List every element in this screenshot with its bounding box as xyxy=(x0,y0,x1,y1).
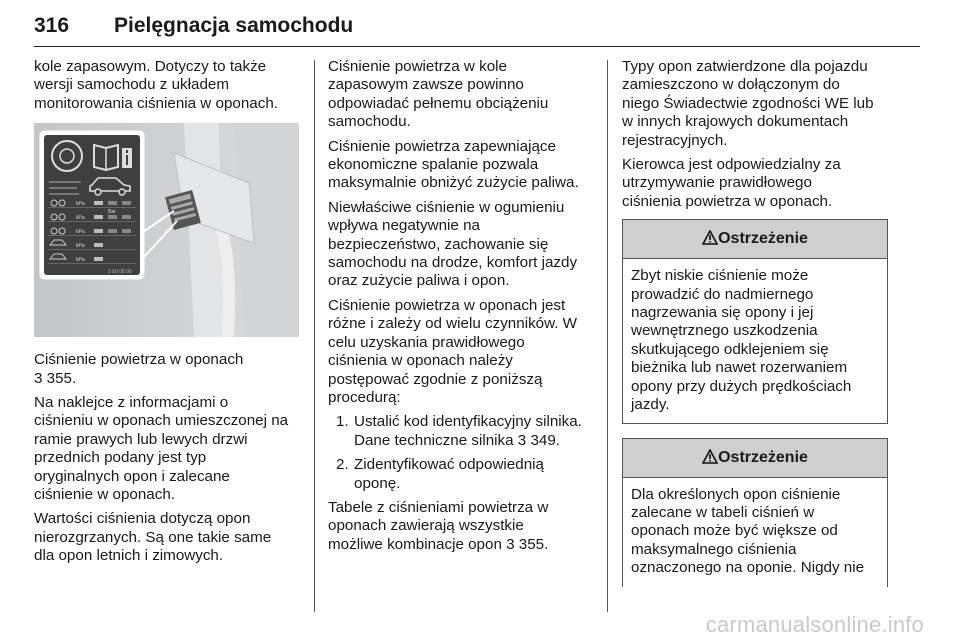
tyre-pressure-label-illustration xyxy=(34,123,299,337)
page-header xyxy=(34,6,920,47)
procedure-list xyxy=(328,413,594,493)
label-unit: kPa xyxy=(76,201,85,208)
warning-title: Ostrzeżenie xyxy=(718,230,808,248)
column-1 xyxy=(34,58,302,572)
paragraph: Tabele z ciśnieniami powietrza w oponach zawierają wszystkie możliwe kombinacje opon 3 355. xyxy=(328,498,549,553)
paragraph: Ciśnienie powietrza w oponach jest różne i zależy od wielu czynników. W celu uzyskania prawidłowego ciśnienia w oponach należy postępować zgodnie z poniższą procedurą: xyxy=(328,296,578,406)
warning-text: Zbyt niskie ciśnienie może prowadzić do nadmiernego nagrzewania się opony i jej wewnętrznego uszkodzenia skutkującego odklejeniem się bieżnika lub nawet rozerwaniem opony przy dużych prędkościach jazdy. xyxy=(631,267,852,414)
warning-triangle-icon xyxy=(702,449,718,464)
paragraph: Niewłaściwe ciśnienie w ogumieniu wpływa negatywnie na bezpieczeństwo, zachowanie się samochodu na drodze, komfort jazdy oraz zużycie paliwa i opon. xyxy=(328,198,578,290)
paragraph: Kierowca jest odpowiedzialny za utrzymywanie prawidłowego ciśnienia powietrza w oponach. xyxy=(622,156,841,210)
list-item: 1. Ustalić kod identyfikacyjny silnika. Dane techniczne silnika 3 349. xyxy=(336,413,582,449)
page-number: 316 xyxy=(34,14,70,37)
paragraph: Ciśnienie powietrza zapewniające ekonomiczne spalanie pozwala maksymalnie obniżyć zużycie paliwa. xyxy=(328,137,579,192)
warning-box xyxy=(622,438,888,587)
figure-caption: Ciśnienie powietrza w oponach 3 355. xyxy=(34,351,244,387)
watermark: carmanualsonline.info xyxy=(705,612,924,637)
warning-header xyxy=(623,439,887,478)
label-bar: Bar xyxy=(108,209,116,216)
paragraph: Wartości ciśnienia dotyczą opon nierozgrzanych. Są one takie same dla opon letnich i zimowych. xyxy=(34,510,272,565)
label-unit: kPa xyxy=(76,215,85,222)
door-frame-illustration xyxy=(34,123,299,337)
label-code: 3 00 00 00 xyxy=(108,269,132,276)
paragraph: kole zapasowym. Dotyczy to także wersji samochodu z układem monitorowania ciśnienia w oponach. xyxy=(34,58,278,112)
warning-header xyxy=(623,220,887,259)
paragraph: Typy opon zatwierdzone dla pojazdu zamieszczono w dołączonym do niego Świadectwie zgodności WE lub w innych krajowych dokumentach rejestracyjnych. xyxy=(622,58,874,149)
paragraph: Na naklejce z informacjami o ciśnieniu w oponach umieszczonej na ramie prawych lub lewych drzwi przednich podany jest typ oryginalnych opon i zalecane ciśnienie w oponach. xyxy=(34,394,289,504)
column-2 xyxy=(328,58,594,560)
label-unit: kPa xyxy=(76,257,85,264)
warning-box xyxy=(622,219,888,423)
list-item: 2. Zidentyfikować odpowiednią oponę. xyxy=(336,456,544,492)
column-3 xyxy=(622,58,888,601)
warning-text: Dla określonych opon ciśnienie zalecane w tabeli ciśnień w oponach może być większe od maksymalnego ciśnienia oznaczonego na oponie. Nigdy nie xyxy=(631,485,865,577)
paragraph: Ciśnienie powietrza w kole zapasowym zawsze powinno odpowiadać pełnemu obciążeniu samochodu. xyxy=(328,58,549,131)
column-divider xyxy=(314,60,315,612)
column-divider xyxy=(607,60,608,612)
warning-triangle-icon xyxy=(702,230,718,245)
page-title: Pielęgnacja samochodu xyxy=(114,14,354,37)
label-unit: kPa xyxy=(76,243,85,250)
label-unit: kPa xyxy=(76,229,85,236)
warning-title: Ostrzeżenie xyxy=(718,448,808,466)
